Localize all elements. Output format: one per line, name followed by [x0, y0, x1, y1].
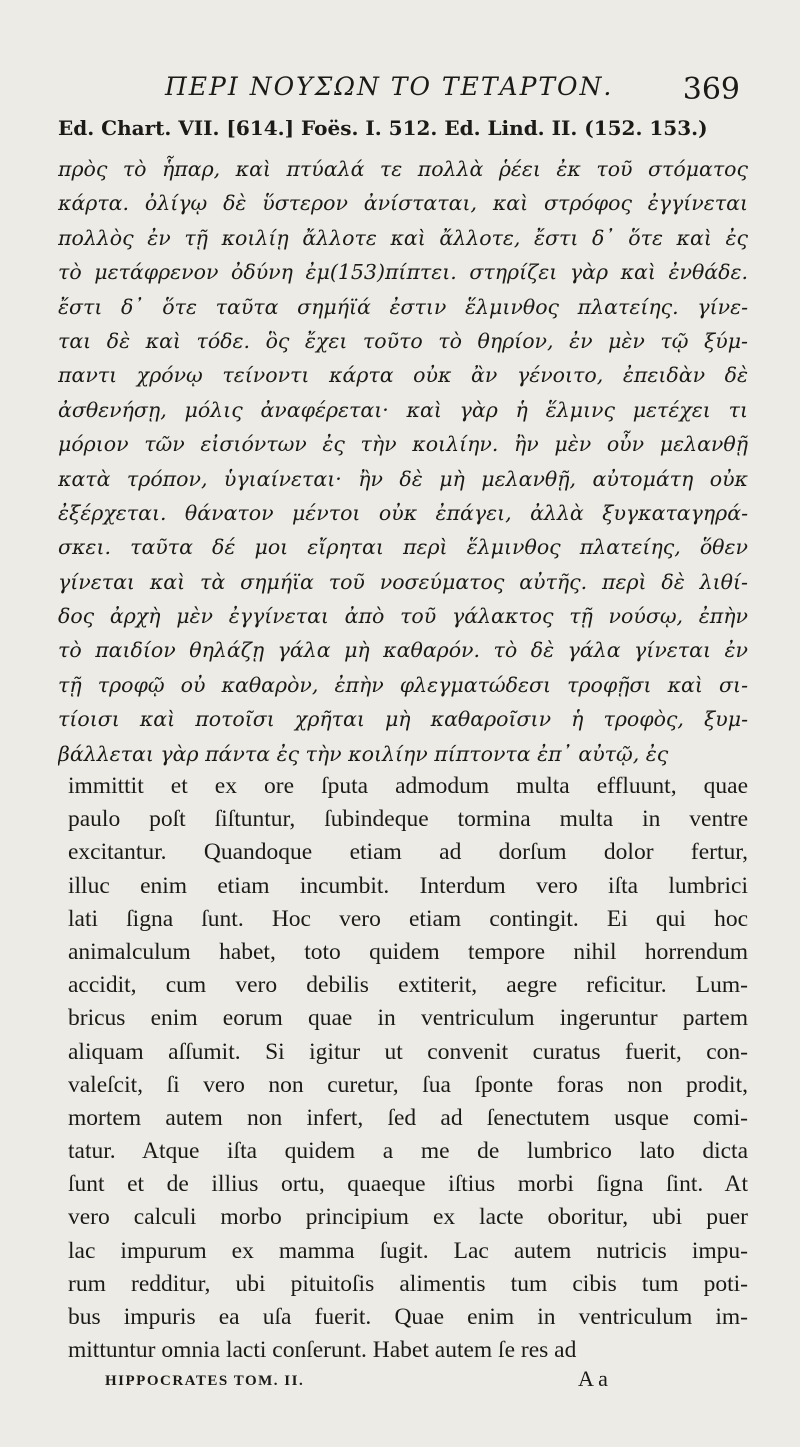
greek-text-line: πολλὸς ἐν τῇ κοιλίῃ ἄλλοτε καὶ ἄλλοτε, ἔστι δ᾽ ὅτε καὶ ἐς [58, 225, 748, 250]
greek-text-line: ται δὲ καὶ τόδε. ὃς ἔχει τοῦτο τὸ θηρίον, ἐν μὲν τῷ ξύμ- [58, 328, 748, 353]
latin-text-line: animalculum habet, toto quidem tempore nihil horrendum [68, 938, 748, 965]
latin-text-line: lac impurum ex mamma ſugit. Lac autem nutricis impu- [68, 1237, 748, 1264]
latin-text-line: accidit, cum vero debilis extiterit, aegre reficitur. Lum- [68, 972, 748, 999]
greek-text-line: τῇ τροφῷ οὐ καθαρὸν, ἐπὴν φλεγματώδεσι τροφῇσι καὶ σι- [58, 672, 748, 697]
greek-text-line: τὸ παιδίον θηλάζῃ γάλα μὴ καθαρόν. τὸ δὲ γάλα γίνεται ἐν [58, 638, 748, 663]
printer-signature: HIPPOCRATES TOM. II. [105, 1373, 305, 1389]
signature-mark: A a [578, 1366, 608, 1391]
latin-text-line: tatur. Atque iſta quidem a me de lumbrico lato dicta [68, 1138, 748, 1165]
latin-text-line: bricus enim eorum quae in ventriculum ingeruntur partem [68, 1005, 748, 1032]
greek-text-line: ἀσθενήσῃ, μόλις ἀναφέρεται· καὶ γὰρ ἡ ἕλμινς μετέχει τι [58, 397, 748, 422]
latin-text-line: bus impuris ea uſa fuerit. Quae enim in ventriculum im- [68, 1304, 748, 1330]
greek-text-line: κάρτα. ὀλίγῳ δὲ ὕστερον ἀνίσταται, καὶ στρόφος ἐγγίνεται [58, 191, 748, 216]
greek-text-line: σκει. ταῦτα δέ μοι εἴρηται περὶ ἕλμινθος πλατείης, ὅθεν [58, 535, 748, 560]
latin-text-line: vero calculi morbo principium ex lacte oboritur, ubi puer [68, 1204, 748, 1231]
edition-references: Ed. Chart. VII. [614.] Foës. I. 512. Ed. Lind. II. (152. 153.) [58, 116, 708, 140]
latin-text-line: mortem autem non infert, ſed ad ſenectutem usque comi- [68, 1104, 748, 1131]
greek-text-line: μόριον τῶν εἰσιόντων ἐς τὴν κοιλίην. ἢν μὲν οὖν μελανθῇ [58, 432, 748, 457]
greek-text-line: ἐξέρχεται. θάνατον μέντοι οὐκ ἐπάγει, ἀλλὰ ξυγκαταγηρά- [58, 500, 748, 525]
latin-text-line: paulo poſt ſiſtuntur, ſubindeque tormina multa in ventre [68, 806, 748, 833]
greek-text-line: βάλλεται γὰρ πάντα ἐς τὴν κοιλίην πίπτοντα ἐπ᾽ αὐτῷ, ἐς [58, 741, 669, 766]
latin-text-line: illuc enim etiam incumbit. Interdum vero iſta lumbrici [68, 872, 748, 899]
greek-text-line: παντι χρόνῳ τείνοντι κάρτα οὐκ ἂν γένοιτο, ἐπειδὰν δὲ [58, 363, 748, 388]
greek-text-line: πρὸς τὸ ἧπαρ, καὶ πτύαλά τε πολλὰ ῥέει ἐκ τοῦ στόματος [58, 157, 748, 181]
greek-text-line: τίοισι καὶ ποτοῖσι χρῆται μὴ καθαροῖσιν ἡ τροφὸς, ξυμ- [58, 707, 748, 732]
latin-text-line: aliquam aſſumit. Si igitur ut convenit curatus fuerit, con- [68, 1038, 748, 1065]
latin-text-line: excitantur. Quandoque etiam ad dorſum dolor fertur, [68, 839, 748, 866]
latin-translation-block [68, 770, 748, 1367]
latin-text-line: mittuntur omnia lacti conſerunt. Habet autem ſe res ad [68, 1337, 577, 1364]
greek-text-line: γίνεται καὶ τὰ σημήϊα τοῦ νοσεύματος αὐτῆς. περὶ δὲ λιθί- [58, 569, 748, 594]
greek-text-line: ἔστι δ᾽ ὅτε ταῦτα σημήϊά ἐστιν ἕλμινθος πλατείης. γίνε- [58, 294, 748, 319]
latin-text-line: immittit et ex ore ſputa admodum multa effluunt, quae [68, 773, 748, 799]
greek-text-line: τὸ μετάφρενον ὀδύνη ἐμ(153)πίπτει. στηρίζει γὰρ καὶ ἐνθάδε. [58, 260, 748, 285]
running-head: ΠΕΡΙ ΝΟΥΣΩΝ ΤΟ ΤΕΤΑΡΤΟΝ. [165, 72, 614, 101]
greek-text-block [58, 152, 748, 771]
latin-text-line: ſunt et de illius ortu, quaeque iſtius morbi ſigna ſint. At [68, 1171, 748, 1198]
latin-text-line: rum redditur, ubi pituitoſis alimentis tum cibis tum poti- [68, 1270, 748, 1297]
greek-text-line: κατὰ τρόπον, ὑγιαίνεται· ἢν δὲ μὴ μελανθῇ, αὐτομάτη οὐκ [58, 466, 748, 491]
page-number: 369 [682, 72, 740, 107]
greek-text-line: δος ἀρχὴ μὲν ἐγγίνεται ἀπὸ τοῦ γάλακτος τῇ νούσῳ, ἐπὴν [58, 604, 748, 629]
latin-text-line: lati ſigna ſunt. Hoc vero etiam contingit. Ei qui hoc [68, 905, 748, 932]
latin-text-line: valeſcit, ſi vero non curetur, ſua ſponte foras non prodit, [68, 1071, 748, 1098]
